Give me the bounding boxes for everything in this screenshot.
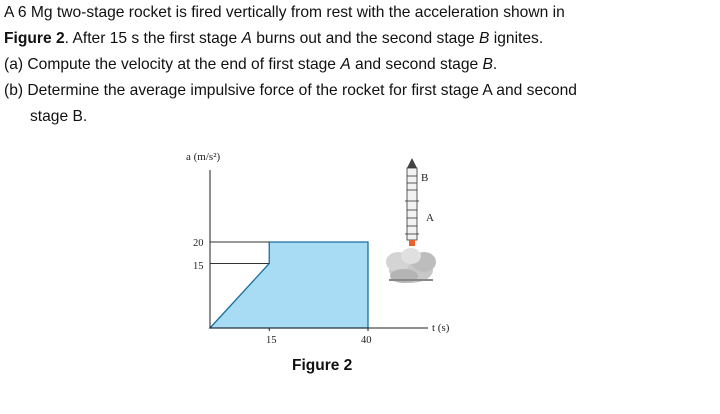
rocket-nose bbox=[407, 158, 417, 168]
line2-text: . After 15 s the first stage bbox=[64, 30, 242, 47]
stage-a-label: A bbox=[241, 30, 252, 47]
rocket-illustration bbox=[386, 158, 436, 283]
plot-area bbox=[210, 242, 368, 331]
line2-end: ignites. bbox=[489, 30, 544, 47]
rocket-body bbox=[407, 168, 417, 240]
problem-line-5: stage B. bbox=[30, 108, 88, 125]
problem-line-4: (b) Determine the average impulsive force of the rocket for first stage A and second bbox=[4, 82, 577, 99]
line2-mid: burns out and the second stage bbox=[251, 30, 480, 47]
acceleration-area bbox=[210, 242, 368, 328]
smoke-cloud bbox=[386, 248, 436, 283]
ground-line bbox=[389, 279, 433, 281]
part-a-text: (a) Compute the velocity at the end of first stage bbox=[4, 56, 341, 73]
y-tick-15: 15 bbox=[193, 261, 204, 272]
part-a-end: . bbox=[492, 56, 498, 73]
figure-caption: Figure 2 bbox=[292, 357, 353, 374]
x-tick-40: 40 bbox=[361, 335, 372, 346]
y-tick-20: 20 bbox=[193, 238, 204, 249]
rocket-flame bbox=[409, 240, 415, 246]
rocket-label-a: A bbox=[426, 212, 434, 224]
figure-reference: Figure 2 bbox=[4, 30, 65, 47]
x-tick-15: 15 bbox=[266, 335, 277, 346]
part-a-stage-b: B bbox=[482, 56, 493, 73]
part-a-stage-a: A bbox=[340, 56, 351, 73]
part-a-mid: and second stage bbox=[350, 56, 483, 73]
stage-b-label: B bbox=[479, 30, 490, 47]
y-axis-label: a (m/s²) bbox=[186, 151, 221, 163]
rocket-label-b: B bbox=[421, 172, 429, 184]
problem-line-1: A 6 Mg two-stage rocket is fired vertically from rest with the acceleration shown in bbox=[4, 4, 565, 21]
x-axis-label: t (s) bbox=[432, 322, 450, 334]
